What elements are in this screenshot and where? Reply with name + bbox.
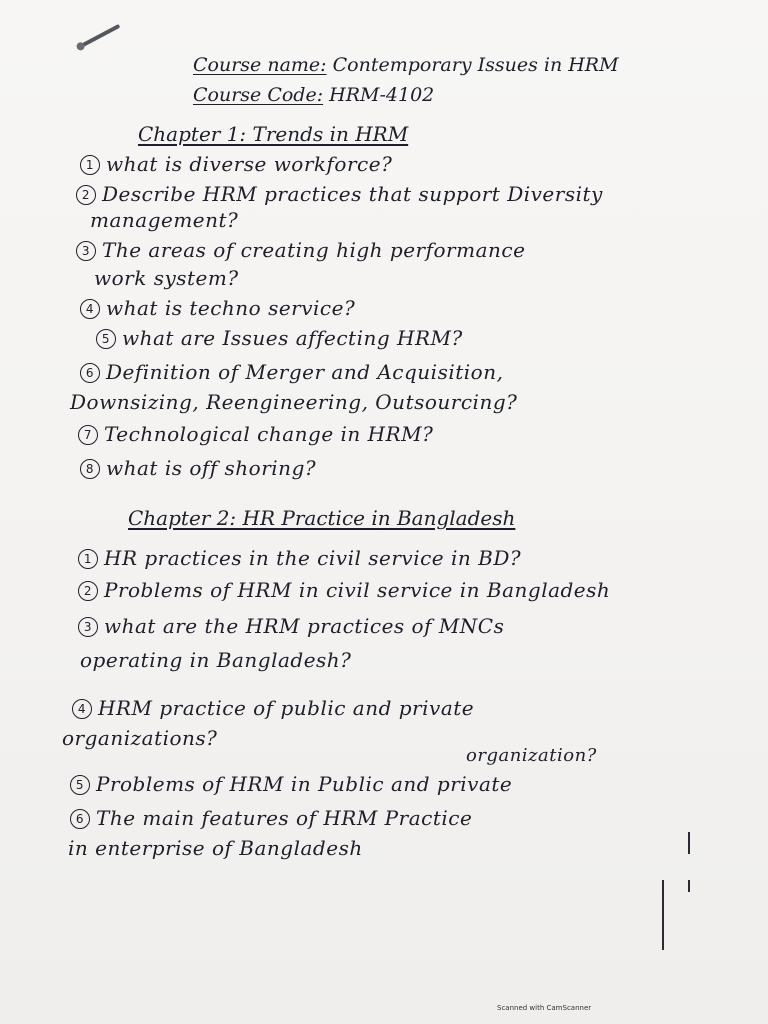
question-text: what are Issues affecting HRM? bbox=[122, 326, 463, 350]
question-text: Technological change in HRM? bbox=[104, 422, 434, 446]
ch2-question-5-insert: organization? bbox=[466, 745, 597, 766]
question-text: what is off shoring? bbox=[106, 456, 317, 480]
ch2-question-4 bbox=[72, 696, 474, 720]
course-name-label: Course name: bbox=[193, 54, 327, 76]
ch1-question-8 bbox=[80, 456, 316, 480]
ch1-question-2 bbox=[76, 182, 603, 206]
question-text: Definition of Merger and Acquisition, bbox=[106, 360, 504, 384]
staple-pin-icon bbox=[80, 24, 121, 48]
question-text: The main features of HRM Practice bbox=[96, 806, 473, 830]
question-text: what is diverse workforce? bbox=[106, 152, 393, 176]
question-text: Problems of HRM in civil service in Bangladesh bbox=[104, 578, 611, 602]
question-text: what is techno service? bbox=[106, 296, 356, 320]
ch1-question-6-cont: Downsizing, Reengineering, Outsourcing? bbox=[70, 390, 518, 414]
question-text: HRM practice of public and private bbox=[98, 696, 475, 720]
question-number: 7 bbox=[78, 425, 98, 445]
question-number: 8 bbox=[80, 459, 100, 479]
ch2-question-1 bbox=[78, 546, 521, 570]
ch1-question-6 bbox=[80, 360, 503, 384]
question-number: 5 bbox=[70, 775, 90, 795]
question-number: 1 bbox=[80, 155, 100, 175]
course-code-line bbox=[193, 84, 434, 106]
question-number: 4 bbox=[80, 299, 100, 319]
pen-mark bbox=[662, 880, 664, 950]
chapter1-title: Chapter 1: Trends in HRM bbox=[138, 122, 409, 146]
question-number: 6 bbox=[80, 363, 100, 383]
question-number: 3 bbox=[78, 617, 98, 637]
ch1-question-3 bbox=[76, 238, 525, 262]
scanner-watermark: Scanned with CamScanner bbox=[497, 1004, 592, 1012]
course-name-value: Contemporary Issues in HRM bbox=[332, 54, 619, 76]
question-text: The areas of creating high performance bbox=[102, 238, 526, 262]
pen-mark bbox=[688, 832, 690, 854]
question-text: Problems of HRM in Public and private bbox=[96, 772, 513, 796]
ch2-question-5 bbox=[70, 772, 512, 796]
ch1-question-2-cont: management? bbox=[90, 208, 239, 232]
ch1-question-5 bbox=[96, 326, 463, 350]
ch2-question-6 bbox=[70, 806, 472, 830]
chapter2-title: Chapter 2: HR Practice in Bangladesh bbox=[128, 506, 516, 530]
question-number: 4 bbox=[72, 699, 92, 719]
question-text: HR practices in the civil service in BD? bbox=[104, 546, 522, 570]
question-number: 2 bbox=[78, 581, 98, 601]
ch1-question-1 bbox=[80, 152, 392, 176]
question-text: Describe HRM practices that support Diversity bbox=[102, 182, 603, 206]
question-number: 2 bbox=[76, 185, 96, 205]
question-number: 5 bbox=[96, 329, 116, 349]
ch1-question-3-cont: work system? bbox=[94, 266, 239, 290]
ch2-question-3-cont: operating in Bangladesh? bbox=[80, 648, 352, 672]
ch2-question-4-cont: organizations? bbox=[62, 726, 218, 750]
question-number: 6 bbox=[70, 809, 90, 829]
ch2-question-2 bbox=[78, 578, 610, 602]
question-text: what are the HRM practices of MNCs bbox=[104, 614, 505, 638]
course-code-value: HRM-4102 bbox=[329, 84, 435, 106]
ch1-question-7 bbox=[78, 422, 433, 446]
course-name-line bbox=[193, 54, 619, 76]
course-code-label: Course Code: bbox=[193, 84, 324, 106]
ch2-question-3 bbox=[78, 614, 504, 638]
pen-mark bbox=[688, 880, 690, 892]
question-number: 1 bbox=[78, 549, 98, 569]
ch2-question-6-cont: in enterprise of Bangladesh bbox=[68, 836, 363, 860]
ch1-question-4 bbox=[80, 296, 355, 320]
question-number: 3 bbox=[76, 241, 96, 261]
